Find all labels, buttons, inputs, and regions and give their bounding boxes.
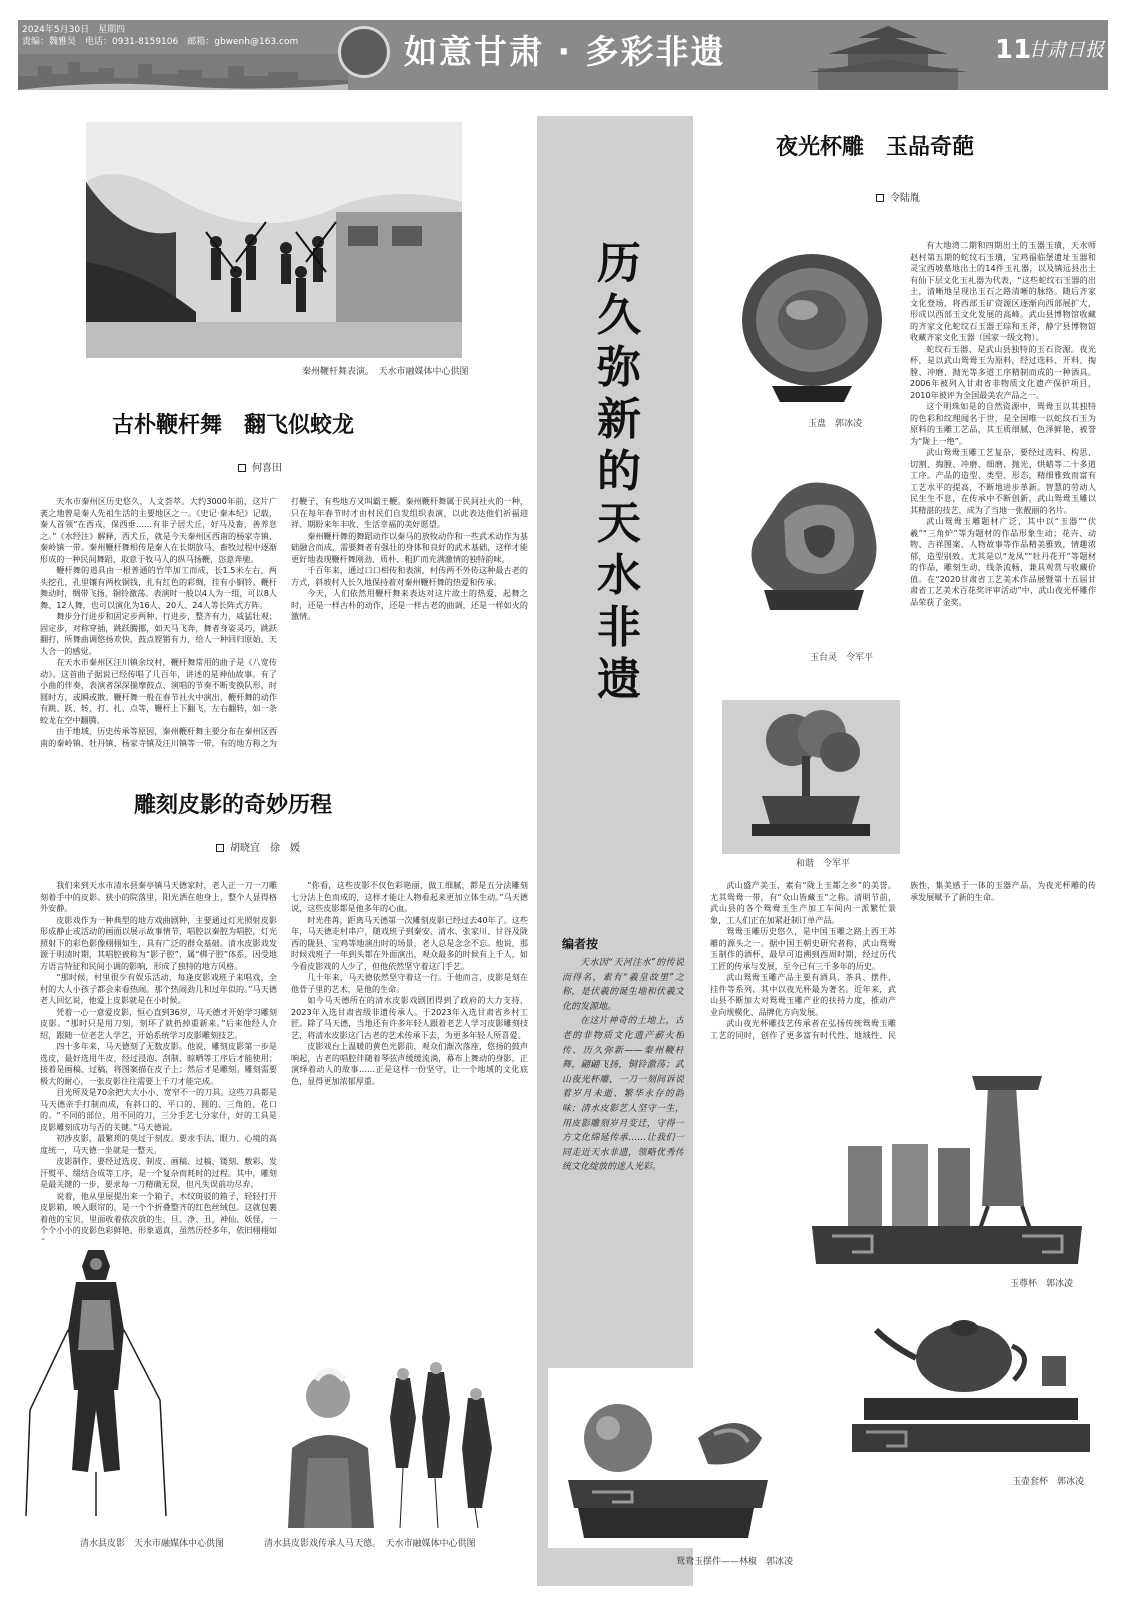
whip-dance-body bbox=[40, 496, 528, 754]
whip-dance-author: 何喜田 bbox=[252, 463, 282, 474]
section-title: 如意甘肃 · 多彩非遗 bbox=[404, 32, 726, 71]
paragraph: 蛇纹石玉器，是武山县独特的玉石资源。夜光杯，是以武山鸳鸯玉为原料，经过选料、开料、掏膛、冲磨、抛光等多道工序精制而成的一种酒具。2006年被列入甘肃省非物质文化遗产保护项目，2010年被评为全国最美农产品之一。 bbox=[910, 343, 1096, 400]
newspaper-logo: 甘肃日报 bbox=[1028, 39, 1105, 61]
jade-plate-photo bbox=[722, 246, 902, 408]
night-cup-byline bbox=[876, 192, 920, 206]
masthead-banner bbox=[18, 20, 1108, 90]
paragraph: 舞步分行进步和固定步两种。行进步，整齐有力，威猛壮观；固定步，对称穿插，跳跃腾挪，如天马飞奔，舞者身姿灵巧，跳跃翻打，所舞曲调悠扬欢快，鼓点铿锵有力，给人一种回归原始、天人合一的感觉。 bbox=[40, 611, 277, 656]
whip-dance-headline: 古朴鞭杆舞 翻飞似蛟龙 bbox=[112, 412, 355, 438]
paragraph: 几十年来，马天德依然坚守着这一行。于他而言，皮影是刻在他骨子里的艺术，是他的生命。 bbox=[291, 972, 528, 994]
editor-note-label: 编者按 bbox=[562, 937, 599, 951]
paragraph: 这个明珠如是的自然资源中，鸳鸯玉以其独特的色彩和纹理闻名于世，是全国唯一以蛇纹石玉为原料的玉雕工艺品，其玉质细腻、色泽鲜艳，被誉为“陇上一绝”。 bbox=[910, 401, 1096, 446]
dragon-seal-icon bbox=[338, 26, 390, 78]
paragraph: 皮影戏作为一种典型的地方戏曲剧种，主要通过灯光照射皮影形成静止或活动的画面以展示故事情节，唱腔以秦腔为唱腔，灯光照射下的彩色影像栩栩如生，具有广泛的群众基础。清水皮影戏发源于明清时期，其唱腔被称为“影子腔”，属“梆子腔”体系，因受地方语言特征和民间小调的影响，形成了独特的地方风格。 bbox=[40, 914, 277, 971]
shadow-puppet-authors: 胡晓宜 徐 媛 bbox=[230, 843, 300, 854]
paragraph: 千百年来，通过口口相传和表演，村传两不外传这种最古老的方式，斜坡村人长久地保持着对秦州鞭杆舞的热爱和传承。 bbox=[291, 565, 528, 587]
jade-carving-photo bbox=[734, 470, 890, 640]
paragraph: 凭着一心一意爱皮影，恒心直到36岁，马天德才开始学习雕刻皮影。“那时只是用刀刻，刻坏了就扔掉重新来。”后来他经人介绍，跟随一位老艺人学艺，开始系统学习皮影雕刻技艺。 bbox=[40, 1006, 277, 1040]
shadow-puppet-caption: 清水县皮影 天水市融媒体中心供图 bbox=[80, 1539, 225, 1549]
night-cup-headline: 夜光杯雕 玉品奇葩 bbox=[776, 134, 975, 160]
pavilion-illustration bbox=[788, 22, 988, 90]
whip-dance-photo bbox=[86, 122, 462, 358]
page-number: 11 bbox=[995, 35, 1032, 65]
night-cup-body-lower bbox=[710, 880, 1096, 1044]
jade-teapot-caption: 玉壶套杯 郭冰凌 bbox=[1012, 1477, 1085, 1487]
paragraph: “那时候，村里很少有娱乐活动，每逢皮影戏班子来唱戏，全村的大人小孩子都会来看热闹。那个热闹劲儿和过年似的。”马天德老人回忆说，他爱上皮影就是在小时候。 bbox=[40, 972, 277, 1005]
craftsman-photo bbox=[278, 1358, 534, 1528]
jade-peach-caption: 鸳鸯玉摆件——林椒 郭冰凌 bbox=[676, 1557, 794, 1567]
paragraph: 说着，他从里屋提出来一个箱子，木纹斑驳的箱子，轻轻打开皮影箱，映入眼帘的，是一个个折叠整齐的红色丝绒包。这就包裹着他的宝贝，里面收着依次放的生、旦、净、丑，神仙、妖怪，一个个小小的皮影色彩鲜艳、形象逼真，虽然历经多年，依旧栩栩如 bbox=[40, 1190, 277, 1235]
paragraph: “你看，这些皮影不仅色彩艳丽、做工细腻，都是五分法雕刻七分法上色而成的，这样才能让人物看起来更加立体生动。”马天德说，这些皮影都是他多年的心血。 bbox=[291, 880, 528, 913]
whip-dance-byline bbox=[238, 462, 282, 476]
paragraph: 秦州鞭杆舞的舞蹈动作以秦马的放牧动作和一些武术动作为基础融合而成，需要舞者有强壮的身体和良好的武术基础，这样才能更好地表现鞭杆舞刚劲、质朴、粗犷而充满激情的独特韵味。 bbox=[291, 530, 528, 564]
jade-plate-caption: 玉盘 郭冰凌 bbox=[808, 419, 863, 429]
paragraph: 目光所及是70余把大大小小、宽窄不一的刀具。这些刀具都是马天德亲手打制而成，有斜口的、平口的、圆的、三角的、花口的。“不同的部位，用不同的刀，三分手艺七分家什，好的工具是皮影雕刻成功与否的关键。”马天德说。 bbox=[40, 1087, 277, 1132]
jade-bonsai-caption: 和谐 令军平 bbox=[796, 859, 851, 869]
jade-bonsai-photo bbox=[722, 700, 900, 854]
jade-carving-caption: 玉台灵 令军平 bbox=[810, 653, 874, 663]
paragraph: 我们来到天水市清水县秦亭镇马天德家时，老人正一刀一刀雕刻着手中的皮影。狭小的院落里，阳光洒在他身上，整个人显得格外安静。 bbox=[40, 880, 277, 913]
jade-zun-cup-photo bbox=[792, 1056, 1098, 1270]
paragraph: 今天，人们依然用鞭杆舞来表达对这片故土的热爱，起舞之时，还是一样古朴的动作，还是一样古老的曲调，还是一样如火的激情。 bbox=[291, 588, 528, 621]
byline-box-icon bbox=[238, 464, 246, 472]
paragraph: 四十多年来，马天德刻了无数皮影。他说，雕刻皮影第一步是选皮，最好选用牛皮，经过浸泡、刮制、晾晒等工序后才能使用；接着是画稿、过稿，将图案描在皮子上；然后才是雕刻。雕刻需要极大的耐心，一张皮影往往需要上千刀才能完成。 bbox=[40, 1041, 277, 1086]
paragraph: 鞭杆舞的道具由一根普通的竹竿加工而成，长1.5米左右，两头挖孔，孔里镶有两枚铜钱，扎有红色的彩绸，挂有小铜铃。鞭杆舞动时，绸带飞扬，铜铃激荡。表演时一般以4人为一组，可以8人舞、12人舞，也可以演化为16人、20人、24人等长阵式方阵。 bbox=[40, 565, 277, 610]
paragraph: 武山鸳鸯玉雕产品主要有酒具、茶具、摆件、挂件等系列，其中以夜光杯最为著名。近年来，武山县不断加大对鸳鸯玉雕产业的扶持力度，推动产业向规模化、品牌化方向发展。 bbox=[710, 972, 896, 1017]
jade-teapot-photo bbox=[846, 1306, 1096, 1468]
feature-title: 历久弥新的天水非遗 bbox=[597, 238, 641, 705]
paragraph: 在天水市秦州区汪川镇余坟村，鞭杆舞常用的曲子是《八宽传动》。这首曲子据说已经传唱了几百年，讲述的是神仙故事。有了小曲的伴奏，表演者深深揣摩鼓点、演唱的节奏不断变换队形，时圆时方，或瞬或散。鞭杆舞一般在春节社火中演出，鞭杆舞的动作有跳、跃、转、打、扎、点等，鞭杆上下翻飞，左右翻转，如一条蛟龙在空中翻腾。 bbox=[40, 657, 277, 725]
craftsman-caption: 清水县皮影戏传承人马天德。 天水市融媒体中心供图 bbox=[264, 1539, 476, 1549]
shadow-puppet-headline: 雕刻皮影的奇妙历程 bbox=[134, 792, 333, 818]
paragraph: 皮影制作，要经过选皮、制皮、画稿、过稿、镂刻、敷彩、发汗熨平、缀结合成等工序，是一个复杂而耗时的过程。其中，雕刻是最关键的一步，要求每一刀精确无误，但凡失误前功尽弃。 bbox=[40, 1156, 277, 1189]
city-skyline-illustration bbox=[18, 54, 348, 90]
shadow-puppet-figure-photo bbox=[20, 1240, 170, 1516]
editor-note bbox=[562, 956, 684, 1256]
paragraph: 武山鸳鸯玉雕题材广泛，其中以“玉器”“伏羲”“三角炉”等为题材的作品形象生动；花卉、动物、吉祥图案、人物故事等作品精美雅致，情趣浓郁，造型别致。尤其是以“龙凤”“牡丹花开”等题材的作品，雕刻生动，线条流畅，兼具观赏与收藏价值。在“2020甘肃省工艺美术作品展暨第十五届甘肃省工艺美术百花奖评审活动”中，武山夜光杯雕作品荣获了金奖。 bbox=[910, 516, 1096, 607]
paragraph: 初涉皮影，最繁琐的莫过于刻皮。要求手法、眼力、心境的高度统一，马天德一坐就是一整天。 bbox=[40, 1133, 277, 1155]
night-cup-author: 令陆胤 bbox=[890, 193, 920, 204]
paragraph: 武山盛产美玉，素有“陇上玉都之乡”的美誉。尤其鸳鸯一带，有“众山皆藏玉”之称。清明节前，武山县的各个鸳鸯玉生产加工车间内一派繁忙景象，工人们正在加紧赶制订单产品。 bbox=[710, 880, 896, 925]
paragraph: 如今马天德所在的清水皮影戏剧团得到了政府的大力支持，2023年入选甘肃省级非遗传承人。于2023年入选甘肃省乡村工匠。除了马天德，当地还有许多年轻人跟着老艺人学习皮影雕刻技艺，将清水皮影这门古老的艺术传承下去，为更多年轻人所喜爱。 bbox=[291, 995, 528, 1040]
paragraph: 时光荏苒，距离马天德第一次雕刻皮影已经过去40年了。这些年，马天德走村串户，随戏班子到秦安、清水、张家川、甘谷及陇西的陇县、宝鸡等地演出时的场景，老人总是念念不忘。他说，那时候戏班子一年到头都在外面演出，观众最多的时候有上千人，如今看皮影戏的人少了，但他依然坚守着这门手艺。 bbox=[291, 914, 528, 971]
masthead-meta bbox=[22, 24, 322, 48]
paragraph: 天水市秦州区历史悠久，人文荟萃。大约3000年前，这片广袤之地曾是秦人先祖生活的主要地区之一。《史记·秦本纪》记载，秦人首领“在西戎，保西垂……有非子居犬丘，好马及畜，善养息之。”《水经注》解释，西犬丘，就是今天秦州区西南的杨家寺镇、秦岭镇一带。秦州鞭杆舞相传是秦人在长期放马、畜牧过程中逐渐形成的一种民间舞蹈，取意于牧马人的纵马扬鞭，恣意奔驰。 bbox=[40, 496, 277, 564]
paragraph: 在这片神奇的土地上，古老的非物质文化遗产薪火相传、历久弥新——秦州鞭杆舞，翩翩飞扬，铜铃激荡；武山夜光杯雕，一刀一刻间诉说着岁月未逝、繁华永存的韵味；清水皮影艺人坚守一生，用皮影雕刻岁月变迁，守得一方文化绵延传承……让我们一同走近天水非遗，领略优秀传统文化绽放的迷人光彩。 bbox=[562, 1016, 684, 1173]
paragraph: 武山鸳鸯玉雕工艺复杂，要经过选料、构思、切割、掏膛、冲磨、细磨、抛光、烘蜡等二十多道工序。产品的造型、类型、形态，精细雅致而富有工艺水平的提高，不断地进步革新。智慧的劳动人民生生不息，在传承中不断创新，武山鸳鸯玉雕以其精湛的技艺，成为了当地一张靓丽的名片。 bbox=[910, 447, 1096, 515]
paragraph: 由于地域、历史传承等原因，秦州鞭杆舞主要分布在秦州区西南的秦岭镇、牡丹镇、杨家寺镇及汪川镇等一带，有的地方称之为打鞭子，有些地方又叫霸王鞭。秦州鞭杆舞属于民间社火的一种，只在每年春节时才由村民们自发组织表演，以此表达他们祈福迎祥、期盼来年丰收、生活幸福的美好愿望。 bbox=[40, 496, 528, 748]
shadow-puppet-body bbox=[40, 880, 528, 1264]
jade-peach-photo bbox=[548, 1368, 784, 1548]
whip-dance-photo-caption: 秦州鞭杆舞表演。 天水市融媒体中心供图 bbox=[302, 367, 469, 377]
paragraph: 武山夜光杯雕技艺传承者在弘扬传统鸳鸯玉雕工艺的同时，创作了更多富有时代性、地域性、民族性，集美感于一体的玉器产品，为夜光杯雕的传承发展赋予了新的生命。 bbox=[710, 880, 1096, 1040]
byline-box-icon bbox=[216, 844, 224, 852]
editor-contact: 责编：魏雅昊 电话：0931-8159106 邮箱：gbwenh@163.com bbox=[22, 37, 299, 47]
night-cup-body-upper bbox=[910, 240, 1096, 876]
issue-date: 2024年5月30日 星期四 bbox=[22, 25, 126, 35]
paragraph: 鸳鸯玉雕历史悠久，是中国玉雕之路上西王苏雕的源头之一。据中国王朝史研究者称，武山鸳鸯玉制作的酒杯，最早可追溯到西周时期，经过历代工匠的传承与发展，至今已有三千多年的历史。 bbox=[710, 926, 896, 971]
paragraph: 天水因“天河注水”的传说而得名，素有“羲皇故里”之称，是伏羲的诞生地和伏羲文化的发源地。 bbox=[562, 958, 684, 1012]
paragraph: 有大地湾二期和四期出土的玉器玉璜，天水师赵村第五期的蛇纹石玉璜，宝鸡福临堡遗址玉器和灵宝西坡墓地出土的14件玉礼器，以及镇远县出土有仙下层文化玉礼器为代表，“这些蛇纹石玉器的出土，清晰地呈现出玉石之路清晰的脉络。随后齐家文化登场，将西部玉矿资源区逐渐向西部展扩大，形成以西部玉文化发展的高峰。武山县博物馆收藏的齐家文化蛇纹石玉器王琮和玉斧，静宁县博物馆收藏齐家文化玉器（国家一级文物）。 bbox=[910, 240, 1096, 342]
paragraph: 皮影戏台上温暖的黄色光影前，观众们渐次落座，悠扬的鼓声响起，古老的唱腔伴随着琴弦声缓缓流淌，幕布上舞动的身影，正演绎着动人的故事……正是这样一份坚守，让一个地域的文化底色，显得更加浓郁厚重。 bbox=[291, 1041, 528, 1086]
jade-zun-cup-caption: 玉尊杯 郭冰凌 bbox=[1010, 1279, 1074, 1289]
byline-box-icon bbox=[876, 194, 884, 202]
shadow-puppet-byline bbox=[216, 842, 300, 856]
